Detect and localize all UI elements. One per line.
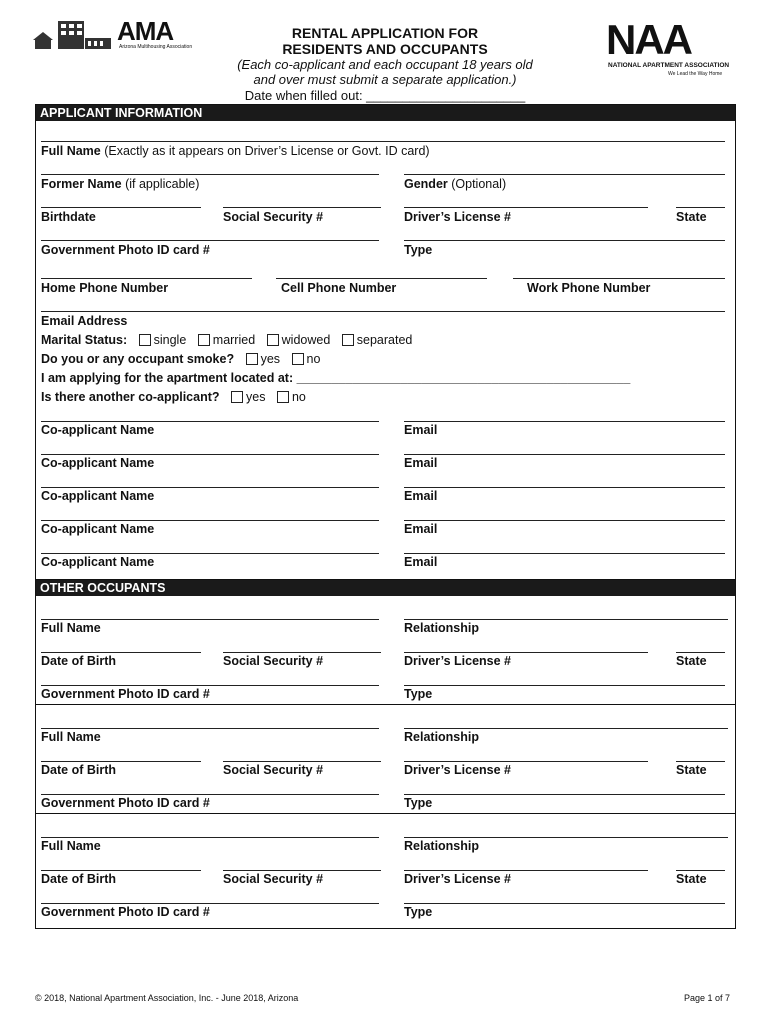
apartment-location-field[interactable]: I am applying for the apartment located at: ________________________________________________ — [41, 371, 631, 385]
form-subtitle-line1: (Each co-applicant and each occupant 18 years old — [237, 57, 533, 72]
coapplicant-email-field[interactable] — [404, 487, 725, 488]
coapplicant-email-label: Email — [404, 456, 438, 470]
occupant-relationship-field[interactable] — [404, 837, 728, 838]
coapplicant-name-label: Co-applicant Name — [41, 489, 155, 503]
occupant-name-label: Full Name — [41, 730, 101, 744]
form-title-line2: RESIDENTS AND OCCUPANTS — [282, 41, 488, 57]
former-name-field[interactable] — [41, 174, 379, 175]
state-label: State — [676, 210, 707, 224]
naa-tagline: We Lead the Way Home — [668, 71, 723, 77]
home-phone-field[interactable] — [41, 278, 252, 279]
id-type-field[interactable] — [404, 240, 725, 241]
occupant-dob-field[interactable] — [41, 761, 201, 762]
section-heading: APPLICANT INFORMATION — [36, 105, 735, 121]
occupant-name-label: Full Name — [41, 621, 101, 635]
former-name-label: Former Name (if applicable) — [41, 177, 200, 191]
occupant-ssn-field[interactable] — [223, 652, 381, 653]
coapplicant-email-label: Email — [404, 489, 438, 503]
occupant-dob-field[interactable] — [41, 652, 201, 653]
occupant-gov-id-field[interactable] — [41, 794, 379, 795]
ssn-field[interactable] — [223, 207, 381, 208]
occupant-divider — [36, 813, 735, 814]
full-name-label: Full Name (Exactly as it appears on Driver’s License or Govt. ID card) — [41, 144, 430, 158]
marital-widowed-checkbox[interactable] — [267, 334, 279, 346]
occupant-dob-label: Date of Birth — [41, 763, 116, 777]
id-type-label: Type — [404, 243, 433, 257]
occupant-dob-label: Date of Birth — [41, 872, 116, 886]
email-field[interactable] — [41, 311, 725, 312]
occupant-state-label: State — [676, 654, 707, 668]
coapplicant-email-field[interactable] — [404, 421, 725, 422]
occupant-name-field[interactable] — [41, 619, 379, 620]
coapplicant-name-field[interactable] — [41, 520, 379, 521]
occupant-relationship-label: Relationship — [404, 730, 480, 744]
gov-id-field[interactable] — [41, 240, 379, 241]
smoke-no-checkbox[interactable] — [292, 353, 304, 365]
state-field[interactable] — [676, 207, 725, 208]
occupant-id-type-label: Type — [404, 796, 433, 810]
coapplicant-email-field[interactable] — [404, 520, 725, 521]
gender-label: Gender (Optional) — [404, 177, 507, 191]
occupant-gov-id-label: Government Photo ID card # — [41, 687, 210, 701]
coapplicant-name-label: Co-applicant Name — [41, 456, 155, 470]
smoke-question-row: Do you or any occupant smoke? yes no — [41, 352, 321, 366]
occupant-name-field[interactable] — [41, 837, 379, 838]
occupant-state-label: State — [676, 872, 707, 886]
occupant-divider — [36, 704, 735, 705]
occupant-dl-label: Driver’s License # — [404, 654, 512, 668]
email-label: Email Address — [41, 314, 128, 328]
occupant-dl-label: Driver’s License # — [404, 872, 512, 886]
occupant-dl-field[interactable] — [404, 652, 648, 653]
occupant-state-field[interactable] — [676, 761, 725, 762]
form-subtitle-line2: and over must submit a separate application.) — [253, 72, 517, 87]
occupant-state-label: State — [676, 763, 707, 777]
ama-logo-subtext: Arizona Multihousing Association — [119, 44, 193, 50]
cell-phone-field[interactable] — [276, 278, 487, 279]
occupant-dl-field[interactable] — [404, 870, 648, 871]
occupant-relationship-field[interactable] — [404, 728, 728, 729]
occupant-name-field[interactable] — [41, 728, 379, 729]
building-icon — [33, 18, 113, 52]
occupant-gov-id-field[interactable] — [41, 903, 379, 904]
occupant-ssn-label: Social Security # — [223, 763, 324, 777]
occupant-relationship-label: Relationship — [404, 839, 480, 853]
occupant-name-label: Full Name — [41, 839, 101, 853]
coapplicant-question-row: Is there another co-applicant? yes no — [41, 390, 306, 404]
occupant-ssn-label: Social Security # — [223, 654, 324, 668]
occupant-gov-id-field[interactable] — [41, 685, 379, 686]
ama-logo-text: AMA — [117, 16, 174, 46]
occupant-id-type-field[interactable] — [404, 794, 725, 795]
naa-logo — [606, 16, 736, 78]
coapplicant-email-field[interactable] — [404, 553, 725, 554]
occupant-state-field[interactable] — [676, 870, 725, 871]
date-filled-field[interactable]: Date when filled out: ______________________ — [244, 88, 526, 103]
marital-separated-checkbox[interactable] — [342, 334, 354, 346]
occupant-id-type-label: Type — [404, 905, 433, 919]
occupant-ssn-field[interactable] — [223, 761, 381, 762]
occupant-ssn-label: Social Security # — [223, 872, 324, 886]
section-heading: OTHER OCCUPANTS — [36, 580, 735, 596]
occupant-id-type-field[interactable] — [404, 685, 725, 686]
coapplicant-email-field[interactable] — [404, 454, 725, 455]
naa-logo-subtext: NATIONAL APARTMENT ASSOCIATION — [608, 62, 730, 69]
coapplicant-email-label: Email — [404, 555, 438, 569]
cell-phone-label: Cell Phone Number — [281, 281, 397, 295]
home-phone-label: Home Phone Number — [41, 281, 169, 295]
coapplicant-name-label: Co-applicant Name — [41, 522, 155, 536]
occupant-state-field[interactable] — [676, 652, 725, 653]
work-phone-field[interactable] — [513, 278, 725, 279]
work-phone-label: Work Phone Number — [527, 281, 651, 295]
drivers-license-field[interactable] — [404, 207, 648, 208]
occupant-id-type-field[interactable] — [404, 903, 725, 904]
coapplicant-name-field[interactable] — [41, 553, 379, 554]
footer-copyright: © 2018, National Apartment Association, Inc. - June 2018, Arizona — [35, 993, 299, 1003]
marital-married-checkbox[interactable] — [198, 334, 210, 346]
occupant-dl-label: Driver’s License # — [404, 763, 512, 777]
occupant-dob-label: Date of Birth — [41, 654, 116, 668]
occupant-dob-field[interactable] — [41, 870, 201, 871]
gov-id-label: Government Photo ID card # — [41, 243, 210, 257]
coapplicant-name-field[interactable] — [41, 454, 379, 455]
marital-status-row: Marital Status: single married widowed separated — [41, 333, 413, 347]
full-name-field[interactable] — [41, 141, 725, 142]
coapplicant-email-label: Email — [404, 423, 438, 437]
other-occupants-section — [35, 579, 736, 929]
coapplicant-name-label: Co-applicant Name — [41, 423, 155, 437]
coapplicant-name-field[interactable] — [41, 421, 379, 422]
occupant-relationship-label: Relationship — [404, 621, 480, 635]
occupant-gov-id-label: Government Photo ID card # — [41, 796, 210, 810]
birthdate-label: Birthdate — [41, 210, 96, 224]
birthdate-field[interactable] — [41, 207, 201, 208]
smoke-yes-checkbox[interactable] — [246, 353, 258, 365]
footer-page-number: Page 1 of 7 — [684, 993, 731, 1003]
occupant-dl-field[interactable] — [404, 761, 648, 762]
occupant-id-type-label: Type — [404, 687, 433, 701]
gender-field[interactable] — [404, 174, 725, 175]
applicant-information-section — [35, 104, 736, 580]
coapplicant-no-checkbox[interactable] — [277, 391, 289, 403]
coapplicant-name-label: Co-applicant Name — [41, 555, 155, 569]
coapplicant-yes-checkbox[interactable] — [231, 391, 243, 403]
coapplicant-email-label: Email — [404, 522, 438, 536]
form-title-line1: RENTAL APPLICATION FOR — [291, 25, 479, 41]
ama-logo — [33, 18, 203, 52]
drivers-license-label: Driver’s License # — [404, 210, 512, 224]
naa-logo-text: NAA — [606, 16, 691, 63]
coapplicant-name-field[interactable] — [41, 487, 379, 488]
occupant-relationship-field[interactable] — [404, 619, 728, 620]
occupant-ssn-field[interactable] — [223, 870, 381, 871]
occupant-gov-id-label: Government Photo ID card # — [41, 905, 210, 919]
ssn-label: Social Security # — [223, 210, 324, 224]
marital-single-checkbox[interactable] — [139, 334, 151, 346]
